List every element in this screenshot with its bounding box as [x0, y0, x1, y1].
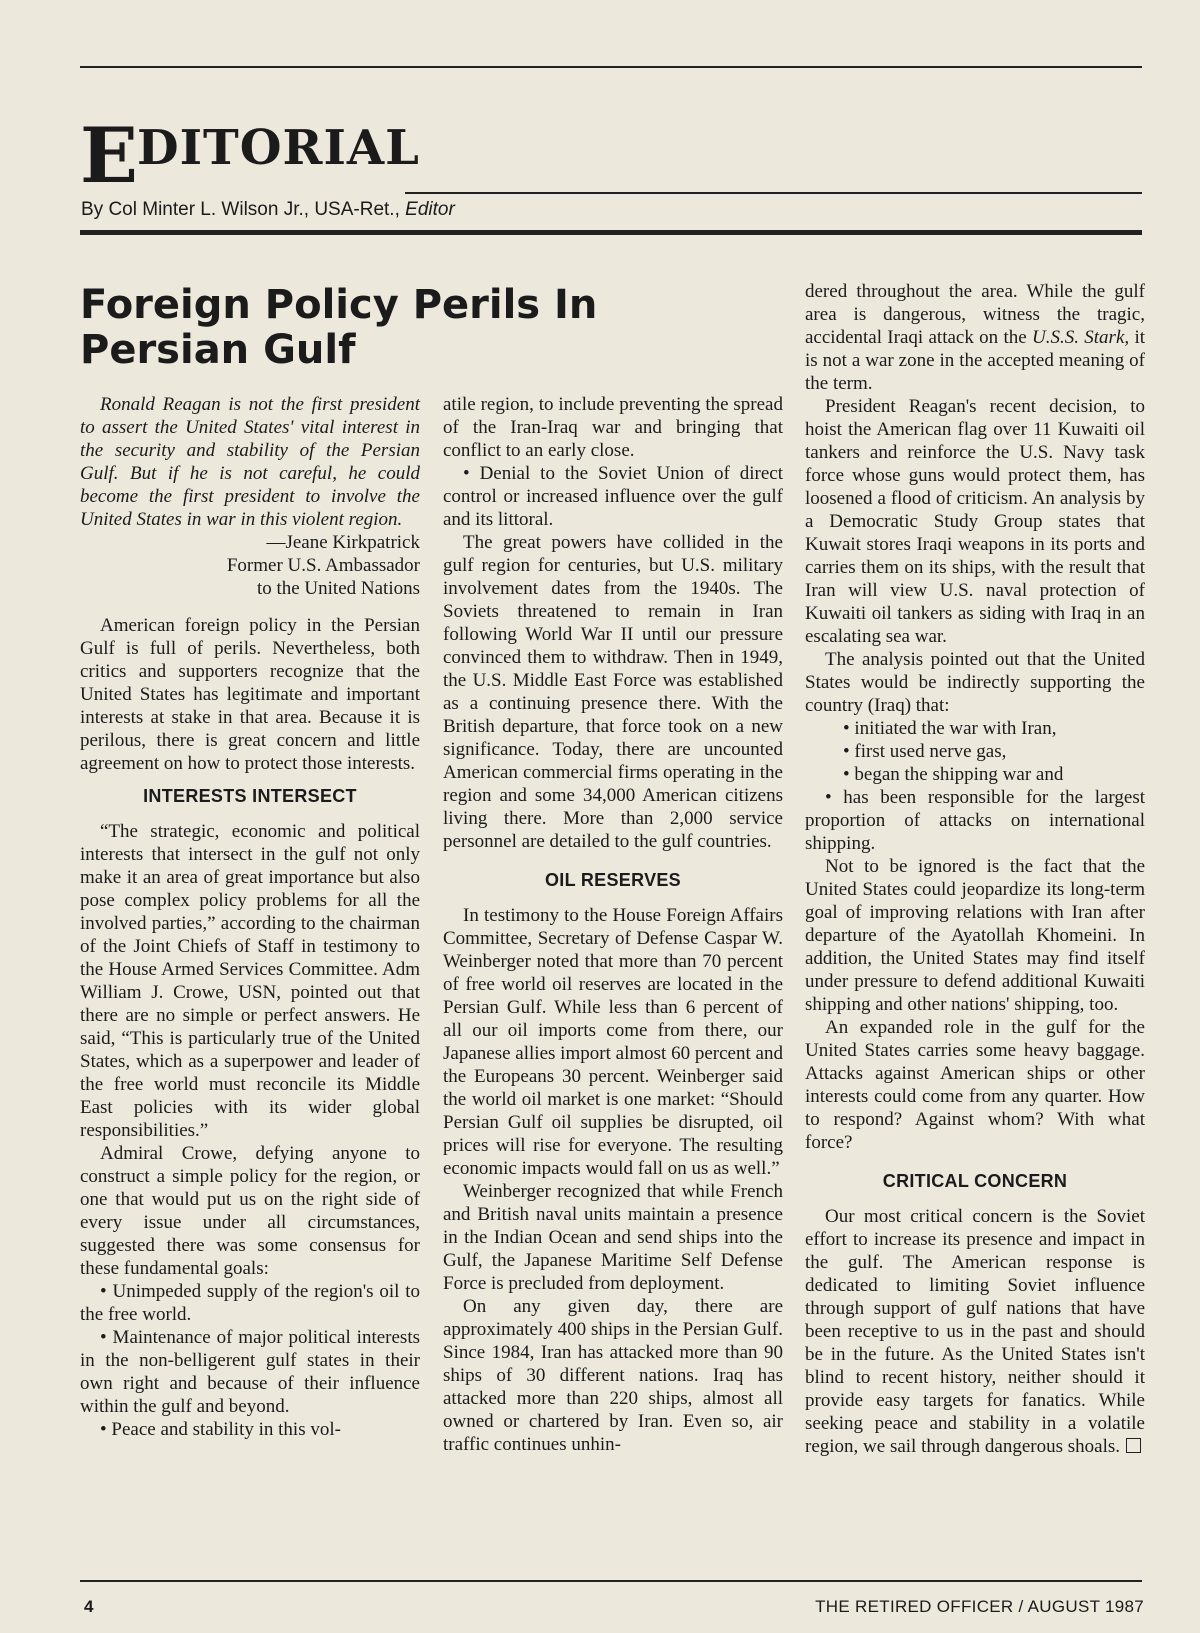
epigraph-title-1: Former U.S. Ambassador — [226, 555, 420, 576]
paragraph: In testimony to the House Foreign Affairs Committee, Secretary of Defense Caspar W. Weinberger noted that more than 70 percent of free world oil reserves are located in the Persian Gulf. While less than 6 percent of all our oil imports come from there, our Japanese allies import almost 60 percent and the Europeans 30 percent. Weinberger said the world oil market is one market: “Should Persian Gulf oil supplies be disrupted, oil prices will rise for everyone. The resulting economic impacts would fall on us as well.” — [443, 905, 783, 1179]
bullet-item: • initiated the war with Iran, — [843, 718, 1057, 739]
bullet-item: • Denial to the Soviet Union of direct control or increased influence over the gulf and its littoral. — [443, 463, 783, 530]
epigraph-title-2: to the United Nations — [256, 578, 420, 599]
masthead-initial: E — [80, 111, 139, 200]
masthead-rule — [405, 192, 1142, 194]
paragraph-continuation: atile region, to include preventing the spread of the Iran-Iraq war and bringing that conflict to an early close. — [443, 394, 783, 461]
bullet-item: • has been responsible for the largest proportion of attacks on international shipping. — [805, 787, 1145, 854]
byline — [81, 199, 455, 221]
ship-name: U.S.S. Stark, — [1032, 327, 1130, 348]
bullet-item: • began the shipping war and — [843, 764, 1064, 785]
header-thick-rule — [80, 230, 1142, 235]
epigraph-quote: Ronald Reagan is not the first president to assert the United States' vital interest in the security and stability of the Persian Gulf. But if he is not careful, he could become the first president to involve the United States in war in this violent region. — [80, 394, 420, 530]
bullet-item: • Maintenance of major political interests in the non-belligerent gulf states in their own right and because of their influence within the gulf and beyond. — [80, 1327, 420, 1417]
paragraph: Not to be ignored is the fact that the United States could jeopardize its long-term goal of improving relations with Iran after departure of the Ayatollah Khomeini. In addition, the United States may find itself under pressure to defend additional Kuwaiti shipping and other nations' shipping, too. — [805, 856, 1145, 1015]
paragraph-continuation — [805, 280, 1145, 395]
section-masthead — [80, 111, 420, 200]
paragraph: The great powers have collided in the gulf region for centuries, but U.S. military involvement dates from the 1940s. The Soviets threatened to remain in Iran following World War II until our pressure convinced them to withdraw. Then in 1949, the U.S. Middle East Force was established as a continuing presence there. With the British departure, that force took on a new significance. Today, there are uncounted American commercial firms operating in the region and some 34,000 American citizens living there. More than 2,000 service personnel are detailed to the gulf countries. — [443, 532, 783, 852]
footer-rule — [80, 1580, 1142, 1582]
article-headline: Foreign Policy Perils In Persian Gulf — [80, 282, 598, 373]
end-mark-icon — [1126, 1438, 1141, 1453]
column-3 — [805, 280, 1145, 1458]
bullet-item: • Unimpeded supply of the region's oil to the free world. — [80, 1281, 420, 1325]
epigraph-author: —Jeane Kirkpatrick — [266, 532, 420, 553]
column-2 — [443, 393, 783, 1456]
top-rule — [80, 66, 1142, 68]
subhead-oil-reserves: OIL RESERVES — [545, 870, 681, 890]
publication-line: THE RETIRED OFFICER / AUGUST 1987 — [815, 1597, 1144, 1616]
paragraph — [805, 1205, 1145, 1458]
page-number: 4 — [84, 1597, 94, 1616]
continuation-text: dered throughout the area. While the gulf area is dangerous, witness the tragic, accidental Iraqi attack on the — [805, 281, 1145, 348]
byline-role: Editor — [405, 199, 455, 220]
byline-author: By Col Minter L. Wilson Jr., USA-Ret., — [81, 199, 400, 220]
bullet-item: • Peace and stability in this vol- — [100, 1419, 341, 1440]
subhead-critical-concern: CRITICAL CONCERN — [882, 1171, 1068, 1191]
continuation-text-2: it is not a war zone in the accepted meaning of the term. — [805, 327, 1146, 394]
paragraph: “The strategic, economic and political interests that intersect in the gulf not only make it an area of great importance but also pose complex policy problems for all the involved parties,” according to the chairman of the Joint Chiefs of Staff in testimony to the House Armed Services Committee. Adm William J. Crowe, USN, pointed out that there are no simple or perfect answers. He said, “This is particularly true of the United States, which as a superpower and leader of the free world must reconcile its Middle East policies with its wider global responsibilities.” — [80, 821, 420, 1141]
epigraph-attribution — [80, 531, 420, 600]
bullet-item: • first used nerve gas, — [843, 741, 1007, 762]
paragraph: An expanded role in the gulf for the United States carries some heavy baggage. Attacks against American ships or other interests could come from any quarter. How to respond? Against whom? With what force? — [805, 1017, 1145, 1153]
paragraph: President Reagan's recent decision, to hoist the American flag over 11 Kuwaiti oil tankers and reinforce the U.S. Navy task force whose guns would protect them, has loosened a flood of criticism. An analysis by a Democratic Study Group states that Kuwait stores Iraqi weapons in its ports and carries them on its ships, with the result that Iran will view U.S. naval protection of Kuwaiti oil tankers as siding with Iraq in an escalating sea war. — [805, 396, 1145, 647]
paragraph: Admiral Crowe, defying anyone to construct a simple policy for the region, or one that would put us on the right side of every issue under all circumstances, suggested there was some consensus for these fundamental goals: — [80, 1143, 420, 1279]
paragraph: The analysis pointed out that the United States would be indirectly supporting the country (Iraq) that: — [805, 649, 1145, 716]
intro-paragraph: American foreign policy in the Persian Gulf is full of perils. Nevertheless, both critics and supporters recognize that the United States has legitimate and important interests at stake in that area. Because it is perilous, there is great concern and little agreement on how to protect those interests. — [80, 615, 420, 774]
subhead-interests-intersect: INTERESTS INTERSECT — [143, 786, 357, 806]
column-1 — [80, 393, 420, 1441]
closing-paragraph: Our most critical concern is the Soviet effort to increase its presence and impact in the gulf. The American response is dedicated to limiting Soviet influence through support of gulf nations that have been receptive to us in the past and should be in the future. As the United States isn't blind to recent history, neither should it provide easy targets for fanatics. While seeking peace and stability in a volatile region, we sail through dangerous shoals. — [805, 1206, 1145, 1457]
masthead-rest: DITORIAL — [136, 120, 420, 176]
paragraph: Weinberger recognized that while French and British naval units maintain a presence in the Indian Ocean and send ships into the Gulf, the Japanese Maritime Self Defense Force is precluded from deployment. — [443, 1181, 783, 1294]
paragraph: On any given day, there are approximately 400 ships in the Persian Gulf. Since 1984, Iran has attacked more than 90 ships of 30 different nations. Iraq has attacked more than 220 ships, almost all owned or chartered by Iran. Even so, air traffic continues unhin- — [443, 1296, 783, 1455]
